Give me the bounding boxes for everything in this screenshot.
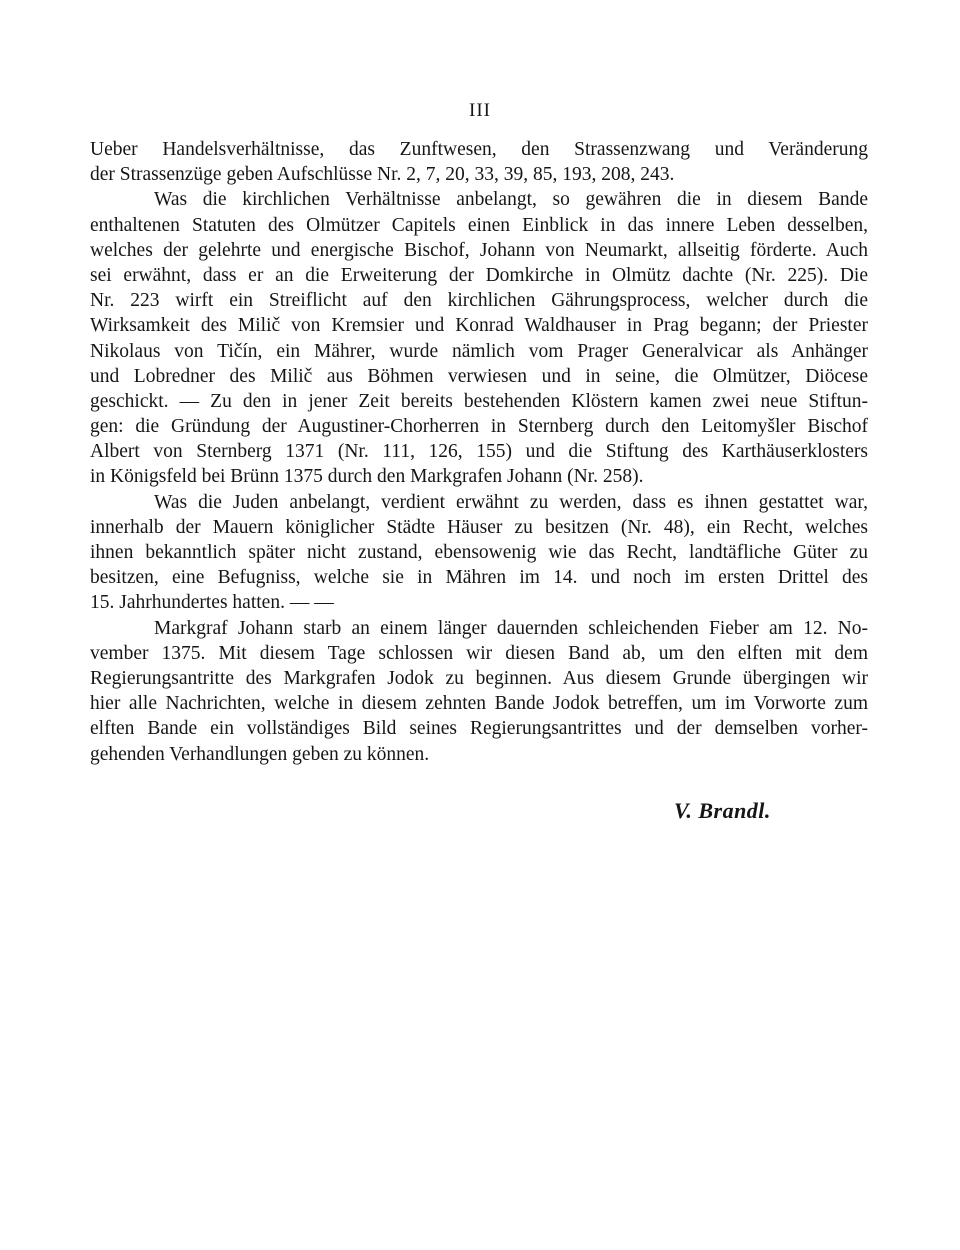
author-signature: V. Brandl. bbox=[674, 798, 771, 823]
text-line: vember 1375. Mit diesem Tage schlossen wir diesen Band ab, um den elften mit dem bbox=[90, 642, 868, 664]
text-line: sei erwähnt, dass er an die Erweiterung der Domkirche in Olmütz dachte (Nr. 225). Die bbox=[90, 264, 868, 286]
text-line: hier alle Nachrichten, welche in diesem zehnten Bande Jodok betreffen, um im Vorworte zum bbox=[90, 693, 868, 715]
text-line: Regierungsantritte des Markgrafen Jodok zu beginnen. Aus diesem Grunde übergingen wir bbox=[90, 667, 868, 689]
text-line: Nikolaus von Tičín, ein Mährer, wurde nämlich vom Prager Generalvicar als Anhänger bbox=[90, 340, 868, 362]
text-line: und Lobredner des Milič aus Böhmen verwiesen und in seine, die Olmützer, Diöcese bbox=[90, 365, 868, 387]
text-line: Was die kirchlichen Verhältnisse anbelangt, so gewähren die in diesem Bande bbox=[154, 189, 868, 211]
text-line: Nr. 223 wirft ein Streiflicht auf den kirchlichen Gährungsprocess, welcher durch die bbox=[90, 290, 868, 312]
text-line: geschickt. — Zu den in jener Zeit bereits bestehenden Klöstern kamen zwei neue Stiftun- bbox=[90, 390, 868, 412]
text-line: innerhalb der Mauern königlicher Städte Häuser zu besitzen (Nr. 48), ein Recht, welches bbox=[90, 516, 868, 538]
text-line: elften Bande ein vollständiges Bild seines Regierungsantrittes und der demselben vorher- bbox=[90, 718, 868, 740]
text-line: welches der gelehrte und energische Bischof, Johann von Neumarkt, allseitig förderte. Auch bbox=[90, 239, 868, 261]
text-line: Was die Juden anbelangt, verdient erwähnt zu werden, dass es ihnen gestattet war, bbox=[154, 491, 868, 513]
body-text bbox=[90, 137, 868, 767]
text-line: in Königsfeld bei Brünn 1375 durch den Markgrafen Johann (Nr. 258). bbox=[90, 466, 644, 488]
text-line: Albert von Sternberg 1371 (Nr. 111, 126, 155) und die Stiftung des Karthäuserklosters bbox=[90, 441, 868, 463]
text-line: gehenden Verhandlungen geben zu können. bbox=[90, 743, 430, 765]
text-line: Wirksamkeit des Milič von Kremsier und Konrad Waldhauser in Prag begann; der Priester bbox=[90, 315, 868, 337]
text-line: ihnen bekanntlich später nicht zustand, ebensowenig wie das Recht, landtäfliche Güter zu bbox=[90, 542, 868, 563]
text-line: Markgraf Johann starb an einem länger dauernden schleichenden Fieber am 12. No- bbox=[154, 617, 868, 639]
text-line: enthaltenen Statuten des Olmützer Capitels einen Einblick in das innere Leben desselben, bbox=[90, 214, 868, 236]
text-line: besitzen, eine Befugniss, welche sie in Mähren im 14. und noch im ersten Drittel des bbox=[90, 567, 868, 589]
text-line: gen: die Gründung der Augustiner-Chorherren in Sternberg durch den Leitomyšler Bischof bbox=[90, 416, 868, 438]
text-line: 15. Jahrhundertes hatten. — — bbox=[90, 592, 334, 614]
text-line: Ueber Handelsverhältnisse, das Zunftwesen, den Strassenzwang und Veränderung bbox=[90, 139, 868, 160]
text-line: der Strassenzüge geben Aufschlüsse Nr. 2, 7, 20, 33, 39, 85, 193, 208, 243. bbox=[90, 164, 675, 186]
page-number: III bbox=[469, 100, 491, 121]
